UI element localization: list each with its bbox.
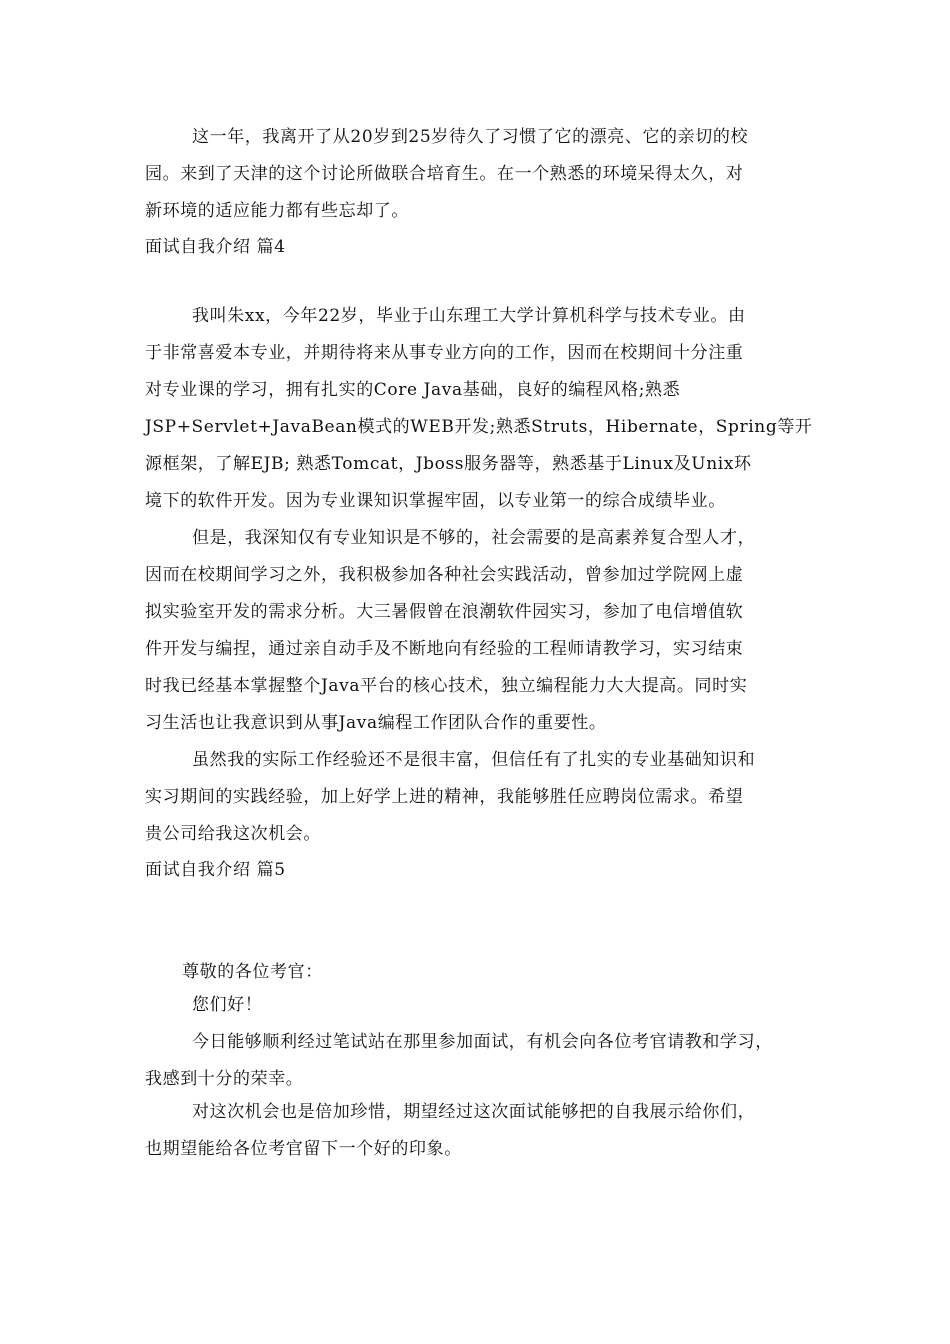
paragraph-line: 实习期间的实践经验，加上好学上进的精神，我能够胜任应聘岗位需求。希望 [145, 787, 744, 807]
paragraph-line: 贵公司给我这次机会。 [145, 824, 321, 844]
paragraph-line: 也期望能给各位考官留下一个好的印象。 [145, 1139, 462, 1159]
paragraph-line: 件开发与编捏，通过亲自动手及不断地向有经验的工程师请教学习，实习结束 [145, 639, 744, 659]
paragraph-line: 新环境的适应能力都有些忘却了。 [145, 201, 409, 221]
salutation: 尊敬的各位考官： [182, 962, 323, 982]
paragraph-line: 于非常喜爱本专业，并期待将来从事专业方向的工作，因而在校期间十分注重 [145, 343, 744, 363]
paragraph-line: 今日能够顺利经过笔试站在那里参加面试，有机会向各位考官请教和学习， [192, 1032, 773, 1052]
paragraph-line: 我叫朱xx，今年22岁，毕业于山东理工大学计算机科学与技术专业。由 [192, 306, 746, 326]
paragraph-line: 因而在校期间学习之外，我积极参加各种社会实践活动，曾参加过学院网上虚 [145, 565, 744, 585]
section-heading-5: 面试自我介绍 篇5 [145, 860, 286, 880]
paragraph-line: JSP+Servlet+JavaBean模式的WEB开发;熟悉Struts，Hibernate，Spring等开 [145, 417, 813, 437]
greeting: 您们好！ [192, 995, 263, 1015]
paragraph-line: 虽然我的实际工作经验还不是很丰富，但信任有了扎实的专业基础知识和 [192, 750, 756, 770]
paragraph-line: 园。来到了天津的这个讨论所做联合培育生。在一个熟悉的环境呆得太久，对 [145, 164, 744, 184]
paragraph-line: 但是，我深知仅有专业知识是不够的，社会需要的是高素养复合型人才， [192, 528, 756, 548]
paragraph-line: 这一年，我离开了从20岁到25岁待久了习惯了它的漂亮、它的亲切的校 [192, 127, 749, 147]
paragraph-line: 对这次机会也是倍加珍惜，期望经过这次面试能够把的自我展示给你们， [192, 1102, 756, 1122]
paragraph-line: 对专业课的学习，拥有扎实的Core Java基础，良好的编程风格;熟悉 [145, 380, 681, 400]
paragraph-line: 时我已经基本掌握整个Java平台的核心技术，独立编程能力大大提高。同时实 [145, 676, 748, 696]
section-heading-4: 面试自我介绍 篇4 [145, 237, 286, 257]
paragraph-line: 拟实验室开发的需求分析。大三暑假曾在浪潮软件园实习，参加了电信增值软 [145, 602, 744, 622]
paragraph-line: 境下的软件开发。因为专业课知识掌握牢固，以专业第一的综合成绩毕业。 [145, 491, 726, 511]
paragraph-line: 我感到十分的荣幸。 [145, 1069, 304, 1089]
paragraph-line: 习生活也让我意识到从事Java编程工作团队合作的重要性。 [145, 713, 607, 733]
paragraph-line: 源框架，了解EJB; 熟悉Tomcat，Jboss服务器等，熟悉基于Linux及Unix环 [145, 454, 752, 474]
